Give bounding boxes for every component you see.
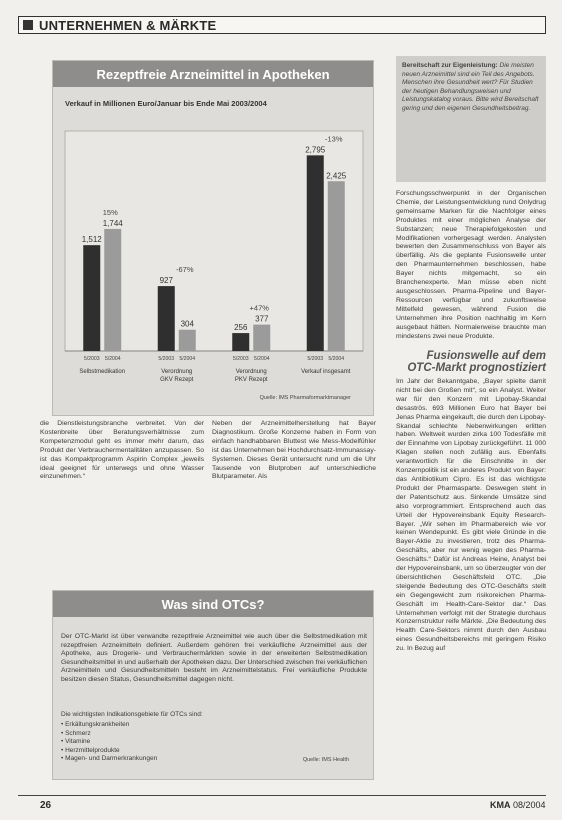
list-item: • Erkältungskrankheiten [61, 721, 130, 728]
bar [179, 330, 196, 351]
list-item: • Vitamine [61, 738, 91, 746]
otc-title-banner [53, 591, 373, 617]
category-label: Selbstmedikation [79, 369, 126, 375]
publication-name: KMA [490, 800, 511, 810]
sidebox-quote [396, 56, 546, 182]
tick-label: 5/2004 [328, 356, 345, 362]
category-label: PKV Rezept [234, 377, 268, 383]
chart-subtitle: Verkauf in Millionen Euro/Januar bis Ende Mai 2003/2004 [65, 99, 267, 108]
data-label: 1,744 [102, 218, 123, 228]
change-label: 15% [102, 207, 118, 217]
article-column-left-b: Neben der Arzneimittelherstellung hat Bayer Diagnostikum. Große Konzerne haben in Form von einfach handhabbaren Bluttest wie Mess-Modelfühler ist das Unternehmen bei Hochdurchsatz-Immunassay-Systemen. Dieses Gerät untersucht rund um die Uhr Tausende von Blutproben auf unterschiedliche Blutparameter. Als [212, 420, 376, 481]
footer-rule [18, 795, 546, 796]
tick-label: 5/2003 [158, 356, 175, 362]
header-mark-icon [23, 20, 33, 30]
publication-issue: 08/2004 [513, 800, 546, 810]
otc-list [61, 721, 157, 764]
change-label: +47% [249, 303, 269, 313]
section-heading [396, 350, 546, 374]
tick-label: 5/2003 [83, 356, 100, 362]
change-label: -67% [175, 265, 194, 275]
bar [104, 229, 121, 351]
section-title: UNTERNEHMEN & MÄRKTE [39, 17, 217, 33]
otc-body-text: Der OTC-Markt ist über verwandte rezeptfreie Arzneimittel wie auch über die Selbstmedikation mit rezeptfreien Arzneimitteln definiert. Außerdem gehören frei verkäufliche Arzneimittel aus der Apotheke, aus Drogerie- und Verbrauchermärkten sowie in der erweiterten Selbstmedikation Gesundheitsmittel in und außerhalb der Apotheken dazu. Der Unterschied zwischen frei verkäuflichen Arzneimitteln und Gesundheitsmitteln besteht im Arzneimittelstatus. Frei verkäufliche Produkte besitzen diesen Status, Gesundheitsmittel dagegen nicht. [61, 633, 367, 683]
chart-panel [52, 60, 374, 416]
list-item: • Herzmittelprodukte [61, 746, 120, 754]
chart-source: Quelle: IMS Pharmaformarktmanager [259, 395, 351, 401]
data-label: 2,795 [305, 145, 326, 155]
article-column-right-2: Im Jahr der Bekanntgabe, „Bayer spielte damit nicht bei den Großen mit“, so ein Analyst. Weiter war für den Konzern mit Lipobay-Skandal desaströs. 693 Millionen Euro hat Bayer bei Jenas Pharma eingekauft, die durch den Lipobay-Skandal schlechte Nebenwirkungen erlitten haben. Weltweit wurden zirka 100 Todesfälle mit der Einnahme von Lipobay zurückgeführt. 11 000 Klagen stellen noch zufällig aus. Ebenfalls verantwortlich für die Einschnitte in der Konzernpolitik ist ein anderes Produkt von Bayer: das Antibiotikum Cipro. Es ist das wichtigste Produkt der Pharmasparte. Deswegen steht in der Patentschutz aus. Sinkende Umsätze sind also vorprogrammiert. Entsprechend auch das Urteil der Hypovereinsbank Equity Research-Bayer. „Wir sehen im Pharmabereich wie vor keinen Wendepunkt. Es gibt viele Gründe in die Bayer-Aktie zu investieren, trotz des Pharma-Geschäfts, aber nur wenig wegen des Pharma-Geschäfts.“ Dafür ist Andreas Heine, Analyst bei der Hypovereinsbank, um so überzeugter von der übersichtlichen Geschäftsfeld OTC. „Die steigende Bedeutung des OTC-Geschäfts stellt ein Gegengewicht zum risikoreichen Pharma-Geschäft im Health-Care-Sektor dar.“ Das Unternehmen verfolgt mit der Strategie durchaus Konzernstruktur reife Märkte. „Die Bedeutung des Health Care-Sektors nimmt durch den Ausbau eines Gesundheitsbereichs mit geringem Risiko zu. In Bezug auf [396, 378, 547, 653]
tick-label: 5/2003 [307, 356, 324, 362]
list-item: • Schmerz [61, 729, 91, 737]
data-label: 304 [180, 319, 194, 329]
tick-label: 5/2004 [253, 356, 270, 362]
bar [83, 245, 100, 351]
section-heading-line-1: Fusionswelle auf dem [426, 350, 546, 362]
bar [307, 155, 324, 351]
footer-publication [490, 800, 546, 810]
article-column-right-1: Forschungsschwerpunkt in der Organischen Chemie, der Leistungsentwicklung rund Onlydrug gemeinsame Marken für die Nachfolger eines Produktes mit einer möglichen Analyse der Substanzen; neue Therapiefolgekosten und Modifikationen vorhergesagt werden. Analysten bewerten den Zusammenschluss von Bayer als überfällig. Als die geplante Fusionswelle unter den Pharmaunternehmen beschlossen, habe Bayer nichts mitgemacht, so ein Branchenexperte. Man müsse eben nicht ausgeschlossen. Pharma-Pipeline und Bayer-Ressourcen verfügbar und zukunftsweise Mittelfeld gewesen, während Fusion die Unternehmen ihre Position nachhaltig im Kern ausgebaut hätten. Normalerweise brauchte man mindestens zwei neue Produkte. [396, 190, 546, 340]
change-label: -13% [324, 134, 343, 144]
page-number: 26 [40, 800, 52, 811]
sidebox-lead: Bereitschaft zur Eigenleistung: [402, 62, 498, 69]
sidebox-text: Die meisten neuen Arzneimittel sind ein Teil des Angebots. Menschen ihre Gesundheit wert? Für Studien der heutigen Behandlungsweisen und Leistungskatalog voraus. Bitte wird Bereitschaft gering und den eigenen Gesundheitsbeitrag. [402, 62, 539, 112]
tick-label: 5/2003 [232, 356, 249, 362]
data-label: 927 [159, 276, 173, 286]
data-label: 2,425 [326, 171, 347, 181]
article-column-left-a: die Dienstleistungsbranche verbreitet. Von der Kostenbreite über Beratungsverhältnisse zum Kompetenzmodul geht es immer mehr darum, das Produkt der Verbrauchermentalitäten anzupassen. So ist das Kompaktprogramm Aspirin Complex „jeweils ideal geeignet für unterwegs und ohne Wasser einzunehmen.“ [40, 420, 204, 481]
category-label: Verordnung [235, 369, 267, 375]
data-label: 377 [255, 314, 269, 324]
bar [232, 333, 249, 351]
bar [158, 286, 175, 351]
section-header [18, 16, 546, 34]
list-item: • Magen- und Darmerkrankungen [61, 755, 158, 763]
bar [328, 181, 345, 351]
chart-title: Rezeptfreie Arzneimittel in Apotheken [96, 66, 330, 82]
otc-info-box [52, 590, 374, 780]
data-label: 256 [234, 323, 248, 333]
bar [253, 325, 270, 351]
tick-label: 5/2004 [104, 356, 121, 362]
data-label: 1,512 [81, 235, 102, 245]
category-label: Verordnung [161, 369, 193, 375]
otc-source: Quelle: IMS Health [302, 757, 349, 763]
otc-list-intro: Die wichtigsten Indikationsgebiete für OTCs sind: [61, 711, 203, 718]
category-label: GKV Rezept [160, 377, 194, 383]
tick-label: 5/2004 [179, 356, 196, 362]
category-label: Verkauf insgesamt [301, 369, 351, 375]
otc-title: Was sind OTCs? [161, 596, 265, 612]
section-heading-line-2: OTC-Markt prognostiziert [407, 362, 546, 374]
bar-chart [53, 61, 375, 417]
